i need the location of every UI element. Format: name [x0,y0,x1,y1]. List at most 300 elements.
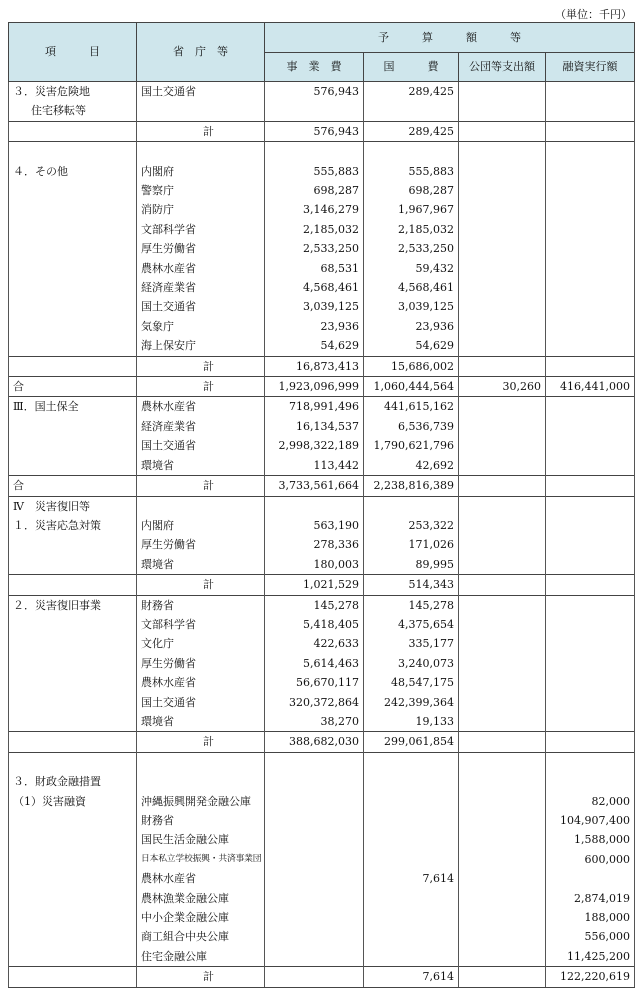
ministry-cell: 沖縄振興開発金融公庫 [137,792,265,811]
yuushi-cell [546,200,635,219]
jigyo-cell: 38,270 [265,712,364,732]
ministry-cell: 厚生労働省 [137,239,265,258]
item-cell [9,869,137,888]
ministry-cell: 計 [137,575,265,595]
item-cell [9,297,137,316]
item-cell: ３．災害危険地 [9,82,137,102]
ministry-cell: 国土交通省 [137,82,265,102]
jigyo-cell: 388,682,030 [265,732,364,752]
table-row [9,456,635,476]
kuni-cell: 3,240,073 [364,654,459,673]
table-row [9,654,635,673]
unit-note: （単位：千円） [555,8,632,21]
item-cell: Ⅳ 災害復旧等 [9,496,137,516]
yuushi-cell [546,732,635,752]
kuni-cell: 171,026 [364,535,459,554]
item-cell [9,752,137,772]
kuni-cell: 1,967,967 [364,200,459,219]
header-jigyo: 事 業 費 [265,52,364,82]
ministry-cell: 財務省 [137,811,265,830]
koudan-cell [459,142,546,162]
jigyo-cell: 16,873,413 [265,356,364,376]
item-cell [9,673,137,692]
item-cell [9,535,137,554]
kuni-cell: 289,425 [364,82,459,102]
ministry-cell: 厚生労働省 [137,535,265,554]
ministry-cell: 農林水産省 [137,673,265,692]
yuushi-cell [546,673,635,692]
koudan-cell [459,200,546,219]
jigyo-cell: 68,531 [265,259,364,278]
ministry-cell: 計 [137,356,265,376]
yuushi-cell [546,712,635,732]
kuni-cell [364,752,459,772]
koudan-cell [459,259,546,278]
yuushi-cell [546,693,635,712]
ministry-cell: 内閣府 [137,162,265,181]
kuni-cell: 555,883 [364,162,459,181]
ministry-cell: 農林漁業金融公庫 [137,889,265,908]
ministry-cell: 環境省 [137,712,265,732]
item-cell [9,575,137,595]
kuni-cell: 145,278 [364,595,459,615]
table-row [9,417,635,436]
table-row [9,792,635,811]
table-row [9,830,635,849]
kuni-cell: 7,614 [364,869,459,888]
koudan-cell [459,278,546,297]
yuushi-cell: 2,874,019 [546,889,635,908]
koudan-cell [459,417,546,436]
item-cell [9,850,137,869]
ministry-cell: 財務省 [137,595,265,615]
koudan-cell [459,239,546,258]
koudan-cell [459,967,546,987]
jigyo-cell: 5,418,405 [265,615,364,634]
yuushi-cell [546,317,635,336]
table-row [9,693,635,712]
ministry-cell: 環境省 [137,555,265,575]
jigyo-cell [265,927,364,946]
yuushi-cell [546,162,635,181]
kuni-cell [364,908,459,927]
ministry-cell: 日本私立学校振興・共済事業団 [137,850,265,869]
koudan-cell [459,752,546,772]
budget-table [8,22,635,988]
item-cell [9,336,137,356]
table-row [9,732,635,752]
table-row [9,615,635,634]
koudan-cell [459,436,546,455]
jigyo-cell: 3,039,125 [265,297,364,316]
item-cell [9,830,137,849]
jigyo-cell: 23,936 [265,317,364,336]
item-cell [9,220,137,239]
koudan-cell [459,397,546,417]
jigyo-cell: 698,287 [265,181,364,200]
jigyo-cell: 320,372,864 [265,693,364,712]
table-row [9,811,635,830]
yuushi-cell: 600,000 [546,850,635,869]
yuushi-cell [546,575,635,595]
yuushi-cell [546,121,635,141]
jigyo-cell: 1,923,096,999 [265,377,364,397]
kuni-cell: 42,692 [364,456,459,476]
table-row [9,535,635,554]
item-cell: Ⅲ．国土保全 [9,397,137,417]
yuushi-cell [546,476,635,496]
koudan-cell [459,712,546,732]
ministry-cell: 厚生労働省 [137,654,265,673]
table-row [9,595,635,615]
header-item: 項 目 [9,23,137,82]
table-row [9,317,635,336]
jigyo-cell: 2,185,032 [265,220,364,239]
jigyo-cell [265,772,364,791]
table-row [9,889,635,908]
kuni-cell: 1,060,444,564 [364,377,459,397]
kuni-cell [364,792,459,811]
table-row [9,927,635,946]
table-row [9,555,635,575]
kuni-cell: 4,568,461 [364,278,459,297]
kuni-cell: 15,686,002 [364,356,459,376]
total-label-cell: 計 [137,476,265,496]
koudan-cell [459,947,546,967]
koudan-cell [459,908,546,927]
kuni-cell: 2,533,250 [364,239,459,258]
item-cell: １．災害応急対策 [9,516,137,535]
ministry-cell: 計 [137,121,265,141]
table-row [9,142,635,162]
ministry-cell: 中小企業金融公庫 [137,908,265,927]
koudan-cell [459,693,546,712]
jigyo-cell: 54,629 [265,336,364,356]
item-cell [9,142,137,162]
item-cell [9,947,137,967]
item-cell: ３．財政金融措置 [9,772,137,791]
table-row [9,436,635,455]
yuushi-cell [546,278,635,297]
kuni-cell: 698,287 [364,181,459,200]
yuushi-cell: 122,220,619 [546,967,635,987]
kuni-cell [364,142,459,162]
kuni-cell [364,496,459,516]
table-row [9,239,635,258]
yuushi-cell: 188,000 [546,908,635,927]
item-cell [9,181,137,200]
koudan-cell [459,850,546,869]
ministry-cell: 気象庁 [137,317,265,336]
table-row [9,869,635,888]
koudan-cell [459,356,546,376]
yuushi-cell: 11,425,200 [546,947,635,967]
item-cell [9,356,137,376]
kuni-cell: 48,547,175 [364,673,459,692]
koudan-cell [459,121,546,141]
item-cell: 住宅移転等 [9,101,137,121]
item-cell [9,278,137,297]
koudan-cell [459,792,546,811]
koudan-cell [459,181,546,200]
jigyo-cell: 1,021,529 [265,575,364,595]
koudan-cell [459,456,546,476]
table-row [9,575,635,595]
koudan-cell [459,889,546,908]
jigyo-cell: 3,146,279 [265,200,364,219]
ministry-cell: 経済産業省 [137,278,265,297]
item-cell [9,456,137,476]
yuushi-cell [546,101,635,121]
item-cell [9,654,137,673]
table-row [9,516,635,535]
yuushi-cell [546,634,635,653]
item-cell [9,889,137,908]
header-koudan: 公団等支出額 [459,52,546,82]
item-cell [9,908,137,927]
koudan-cell [459,772,546,791]
koudan-cell [459,575,546,595]
item-cell: ４．その他 [9,162,137,181]
kuni-cell: 59,432 [364,259,459,278]
jigyo-cell [265,792,364,811]
jigyo-cell [265,908,364,927]
kuni-cell: 289,425 [364,121,459,141]
item-cell: （1）災害融資 [9,792,137,811]
koudan-cell [459,830,546,849]
kuni-cell: 299,061,854 [364,732,459,752]
kuni-cell: 4,375,654 [364,615,459,634]
jigyo-cell: 2,533,250 [265,239,364,258]
jigyo-cell: 56,670,117 [265,673,364,692]
item-cell: ２．災害復旧事業 [9,595,137,615]
table-row [9,200,635,219]
jigyo-cell [265,869,364,888]
kuni-cell [364,830,459,849]
jigyo-cell: 145,278 [265,595,364,615]
kuni-cell: 7,614 [364,967,459,987]
item-cell [9,712,137,732]
jigyo-cell: 563,190 [265,516,364,535]
yuushi-cell [546,436,635,455]
item-cell [9,927,137,946]
ministry-cell: 文化庁 [137,634,265,653]
yuushi-cell [546,297,635,316]
koudan-cell [459,654,546,673]
yuushi-cell [546,535,635,554]
koudan-cell [459,297,546,316]
item-cell [9,555,137,575]
kuni-cell: 89,995 [364,555,459,575]
yuushi-cell [546,516,635,535]
koudan-cell [459,869,546,888]
item-cell: 合 [9,377,137,397]
yuushi-cell [546,654,635,673]
ministry-cell: 海上保安庁 [137,336,265,356]
ministry-cell [137,142,265,162]
yuushi-cell [546,397,635,417]
table-row [9,162,635,181]
table-row [9,947,635,967]
item-cell [9,693,137,712]
koudan-cell [459,220,546,239]
header-kuni: 国 費 [364,52,459,82]
jigyo-cell [265,850,364,869]
koudan-cell: 30,260 [459,377,546,397]
kuni-cell: 514,343 [364,575,459,595]
ministry-cell: 国土交通省 [137,693,265,712]
kuni-cell: 54,629 [364,336,459,356]
koudan-cell [459,101,546,121]
item-cell [9,317,137,336]
table-row [9,634,635,653]
jigyo-cell [265,496,364,516]
kuni-cell: 6,536,739 [364,417,459,436]
item-cell [9,121,137,141]
header-budget-group: 予 算 額 等 [265,23,635,53]
koudan-cell [459,317,546,336]
header-ministry: 省 庁 等 [137,23,265,82]
ministry-cell: 住宅金融公庫 [137,947,265,967]
jigyo-cell [265,967,364,987]
koudan-cell [459,615,546,634]
yuushi-cell [546,356,635,376]
yuushi-cell: 556,000 [546,927,635,946]
item-cell [9,811,137,830]
koudan-cell [459,82,546,102]
kuni-cell: 3,039,125 [364,297,459,316]
table-row [9,476,635,496]
koudan-cell [459,496,546,516]
header-yuushi: 融資実行額 [546,52,635,82]
jigyo-cell [265,142,364,162]
kuni-cell: 2,238,816,389 [364,476,459,496]
kuni-cell [364,101,459,121]
ministry-cell: 商工組合中央公庫 [137,927,265,946]
kuni-cell: 23,936 [364,317,459,336]
koudan-cell [459,516,546,535]
table-row [9,297,635,316]
table-row [9,336,635,356]
yuushi-cell: 1,588,000 [546,830,635,849]
yuushi-cell [546,456,635,476]
kuni-cell: 242,399,364 [364,693,459,712]
kuni-cell: 1,790,621,796 [364,436,459,455]
ministry-cell [137,496,265,516]
total-label-cell: 計 [137,377,265,397]
item-cell [9,615,137,634]
table-row [9,181,635,200]
jigyo-cell: 555,883 [265,162,364,181]
koudan-cell [459,336,546,356]
koudan-cell [459,811,546,830]
header-row-1 [9,23,635,53]
koudan-cell [459,927,546,946]
ministry-cell: 経済産業省 [137,417,265,436]
ministry-cell: 計 [137,967,265,987]
item-cell [9,259,137,278]
item-cell [9,732,137,752]
yuushi-cell: 416,441,000 [546,377,635,397]
table-row [9,101,635,121]
yuushi-cell [546,752,635,772]
koudan-cell [459,535,546,554]
ministry-cell [137,772,265,791]
yuushi-cell [546,181,635,200]
kuni-cell [364,772,459,791]
jigyo-cell [265,101,364,121]
table-row [9,377,635,397]
table-row [9,259,635,278]
koudan-cell [459,634,546,653]
yuushi-cell [546,417,635,436]
ministry-cell: 消防庁 [137,200,265,219]
table-row [9,220,635,239]
item-cell [9,436,137,455]
koudan-cell [459,595,546,615]
jigyo-cell: 718,991,496 [265,397,364,417]
koudan-cell [459,162,546,181]
yuushi-cell [546,142,635,162]
item-cell [9,417,137,436]
jigyo-cell: 422,633 [265,634,364,653]
kuni-cell [364,850,459,869]
jigyo-cell: 4,568,461 [265,278,364,297]
yuushi-cell [546,772,635,791]
ministry-cell [137,752,265,772]
ministry-cell: 国土交通省 [137,297,265,316]
ministry-cell: 環境省 [137,456,265,476]
table-row [9,850,635,869]
jigyo-cell: 16,134,537 [265,417,364,436]
table-row [9,82,635,102]
table-row [9,752,635,772]
table-row [9,278,635,297]
yuushi-cell [546,496,635,516]
table-row [9,712,635,732]
ministry-cell: 農林水産省 [137,259,265,278]
table-row [9,397,635,417]
kuni-cell [364,811,459,830]
ministry-cell: 警察庁 [137,181,265,200]
yuushi-cell [546,595,635,615]
table-row [9,772,635,791]
table-row [9,121,635,141]
jigyo-cell [265,752,364,772]
kuni-cell: 2,185,032 [364,220,459,239]
jigyo-cell: 180,003 [265,555,364,575]
koudan-cell [459,732,546,752]
koudan-cell [459,673,546,692]
kuni-cell: 335,177 [364,634,459,653]
item-cell [9,967,137,987]
koudan-cell [459,476,546,496]
jigyo-cell [265,830,364,849]
yuushi-cell [546,259,635,278]
yuushi-cell [546,555,635,575]
ministry-cell [137,101,265,121]
yuushi-cell: 82,000 [546,792,635,811]
koudan-cell [459,555,546,575]
yuushi-cell [546,220,635,239]
kuni-cell: 441,615,162 [364,397,459,417]
jigyo-cell [265,811,364,830]
yuushi-cell [546,336,635,356]
jigyo-cell: 113,442 [265,456,364,476]
ministry-cell: 国民生活金融公庫 [137,830,265,849]
jigyo-cell: 576,943 [265,121,364,141]
jigyo-cell: 5,614,463 [265,654,364,673]
